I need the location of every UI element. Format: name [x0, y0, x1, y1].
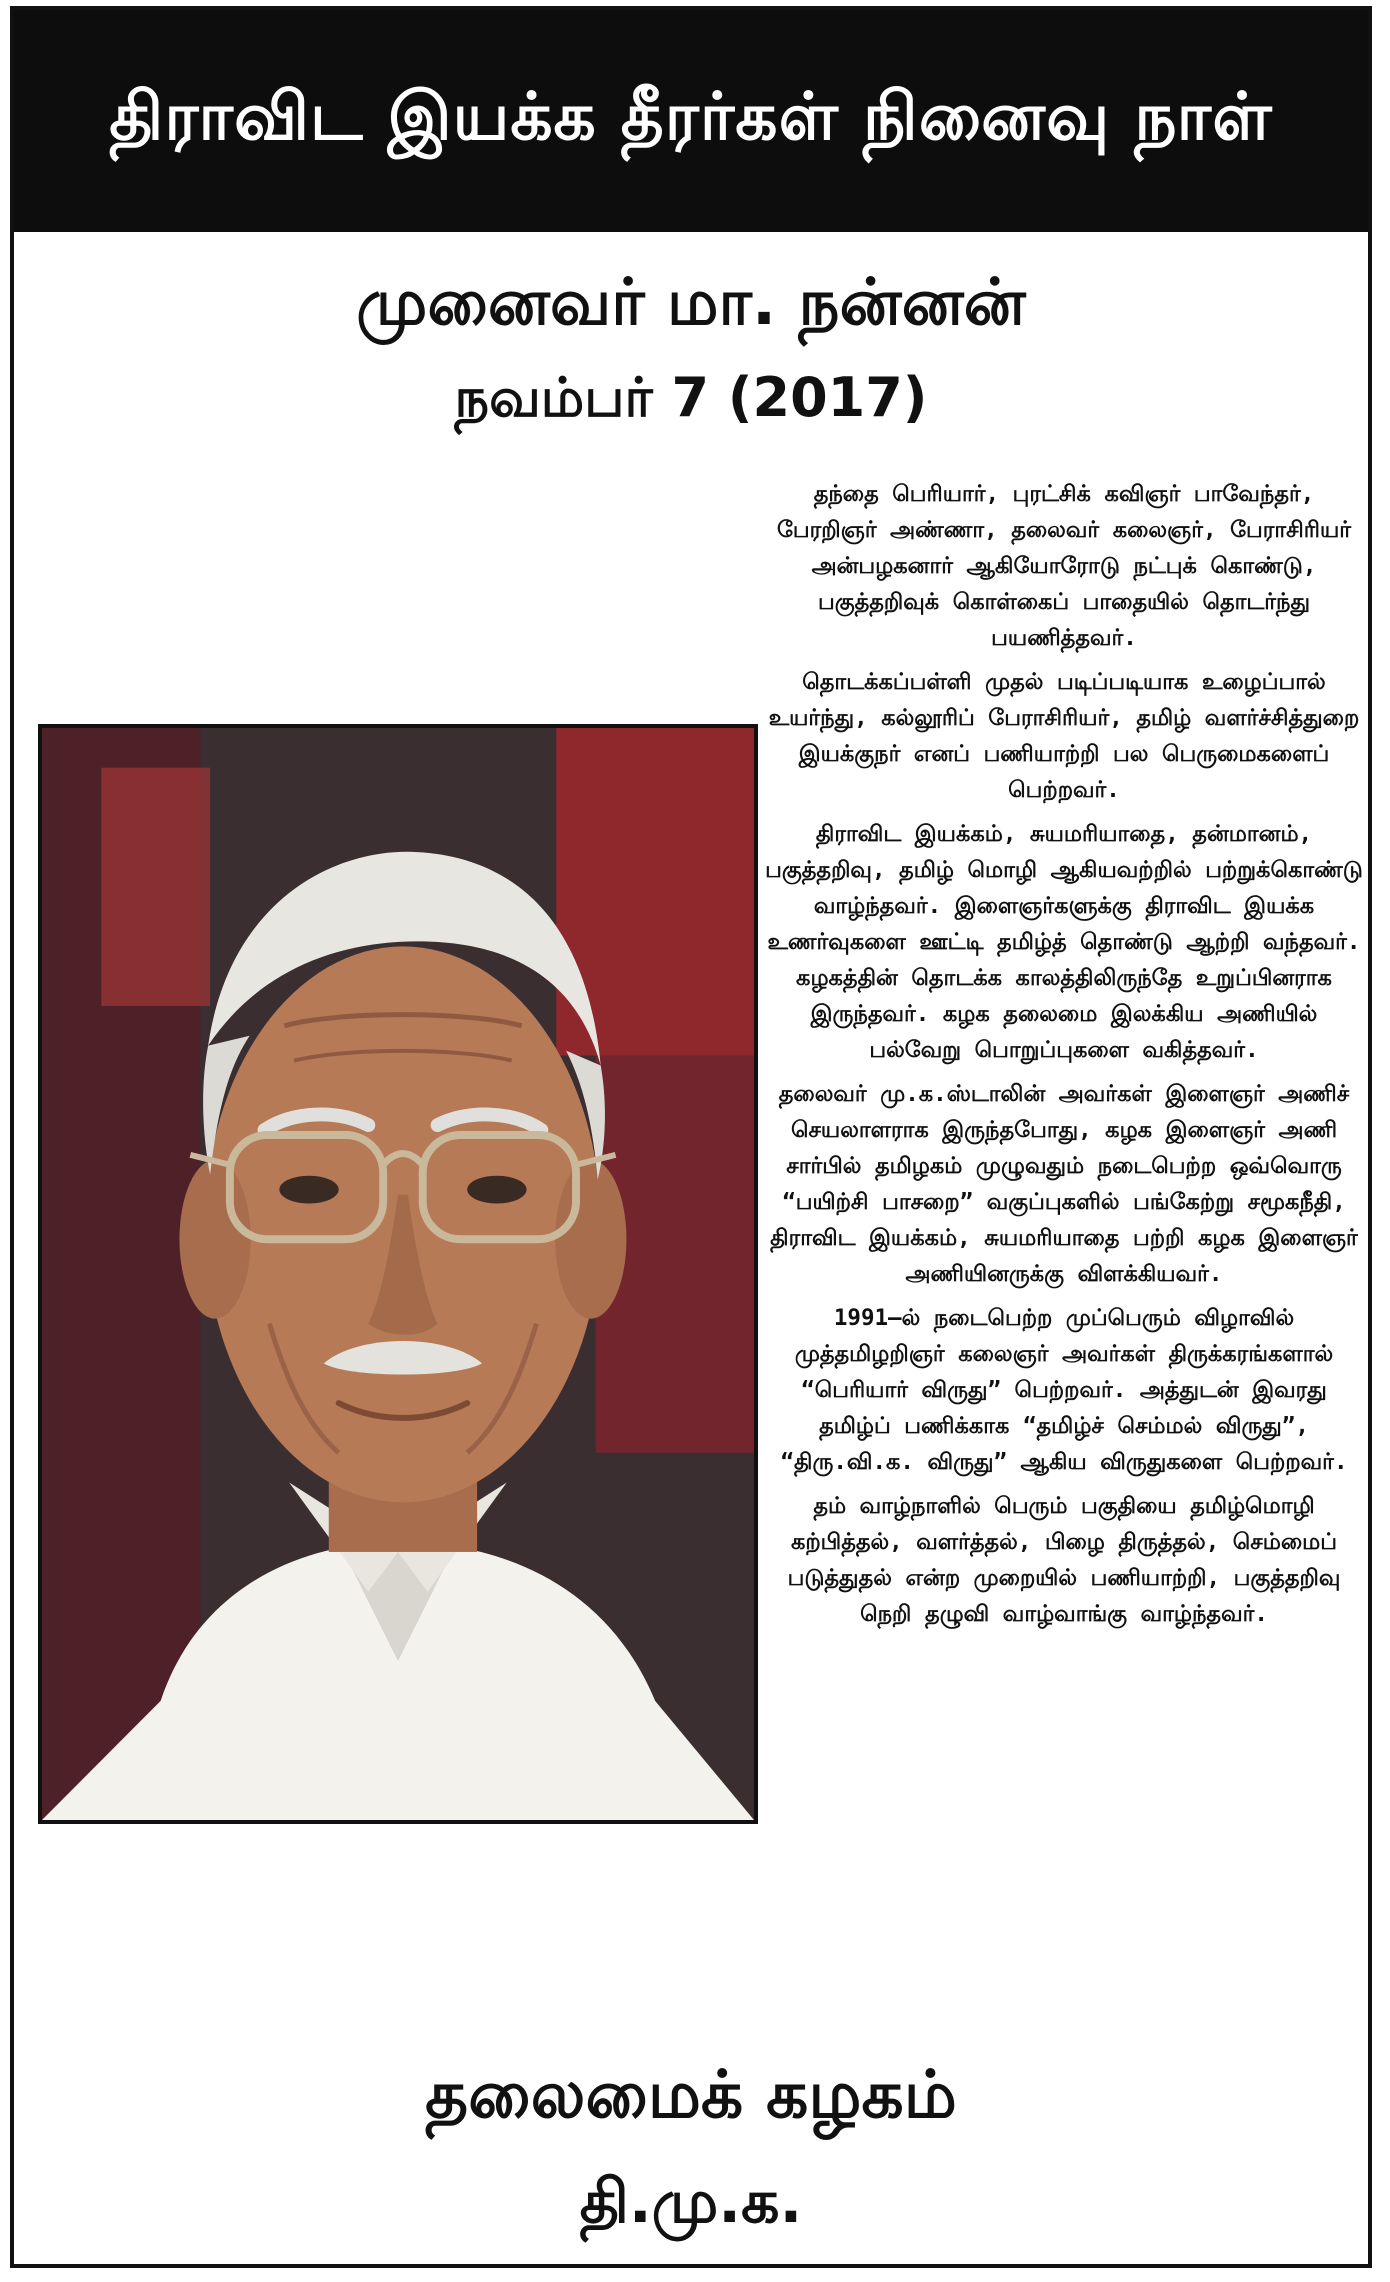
person-name: முனைவர் மா. நன்னன்	[356, 266, 1026, 340]
memorial-notice	[10, 6, 1372, 2268]
memorial-date: நவம்பர் 7 (2017)	[454, 366, 928, 429]
bio-paragraph: தம் வாழ்நாளில் பெரும் பகுதியை தமிழ்மொழி கற்பித்தல், வளர்த்தல், பிழை திருத்தல், செம்மைப் படுத்துதல் என்ற முறையில் பணியாற்றி, பகுத்தறிவு நெறி தழுவி வாழ்வாங்கு வாழ்ந்தவர்.	[787, 1493, 1341, 1627]
header-banner	[14, 10, 1368, 232]
bio-paragraph: தந்தை பெரியார், புரட்சிக் கவிஞர் பாவேந்தர், பேரறிஞர் அண்ணா, தலைவர் கலைஞர், பேராசிரியர் அன்பழகனார் ஆகியோரோடு நட்புக் கொண்டு, பகுத்தறிவுக் கொள்கைப் பாதையில் தொடர்ந்து பயணித்தவர்.	[776, 481, 1352, 651]
party-name: தி.மு.க.	[579, 2167, 803, 2237]
portrait-illustration	[42, 728, 754, 1820]
bio-paragraph: தொடக்கப்பள்ளி முதல் படிப்படியாக உழைப்பால் உயர்ந்து, கல்லூரிப் பேராசிரியர், தமிழ் வளர்ச்சித்துறை இயக்குநர் எனப் பணியாற்றி பல பெருமைகளைப் பெற்றவர்.	[768, 669, 1360, 803]
biography	[764, 476, 1364, 1640]
bio-paragraph: தலைவர் மு.க.ஸ்டாலின் அவர்கள் இளைஞர் அணிச் செயலாளராக இருந்தபோது, கழக இளைஞர் அணி சார்பில் தமிழகம் முழுவதும் நடைபெற்ற ஒவ்வொரு “பயிற்சி பாசறை” வகுப்புகளில் பங்கேற்று சமூகநீதி, திராவிட இயக்கம், சுயமரியாதை பற்றி கழக இளைஞர் அணியினருக்கு விளக்கியவர்.	[770, 1081, 1358, 1287]
issuing-organization: தலைமைக் கழகம்	[425, 2056, 957, 2133]
name-block	[14, 255, 1368, 441]
bio-paragraph: 1991–ல் நடைபெற்ற முப்பெரும் விழாவில் முத்தமிழறிஞர் கலைஞர் அவர்கள் திருக்கரங்களால் “பெரியார் விருது” பெற்றவர். அத்துடன் இவரது தமிழ்ப் பணிக்காக “தமிழ்ச் செம்மல் விருது”, “திரு.வி.க. விருது” ஆகிய விருதுகளை பெற்றவர்.	[780, 1305, 1348, 1475]
portrait-photo	[38, 724, 758, 1824]
banner-title: திராவிட இயக்க தீரர்கள் நினைவு நாள்	[109, 78, 1273, 155]
bio-paragraph: திராவிட இயக்கம், சுயமரியாதை, தன்மானம், பகுத்தறிவு, தமிழ் மொழி ஆகியவற்றில் பற்றுக்கொண்டு வாழ்ந்தவர். இளைஞர்களுக்கு திராவிட இயக்க உணர்வுகளை ஊட்டி தமிழ்த் தொண்டு ஆற்றி வந்தவர். கழகத்தின் தொடக்க காலத்திலிருந்தே உறுப்பினராக இருந்தவர். கழக தலைமை இலக்கிய அணியில் பல்வேறு பொறுப்புகளை வகித்தவர்.	[765, 821, 1363, 1063]
footer-signature	[14, 2050, 1368, 2248]
